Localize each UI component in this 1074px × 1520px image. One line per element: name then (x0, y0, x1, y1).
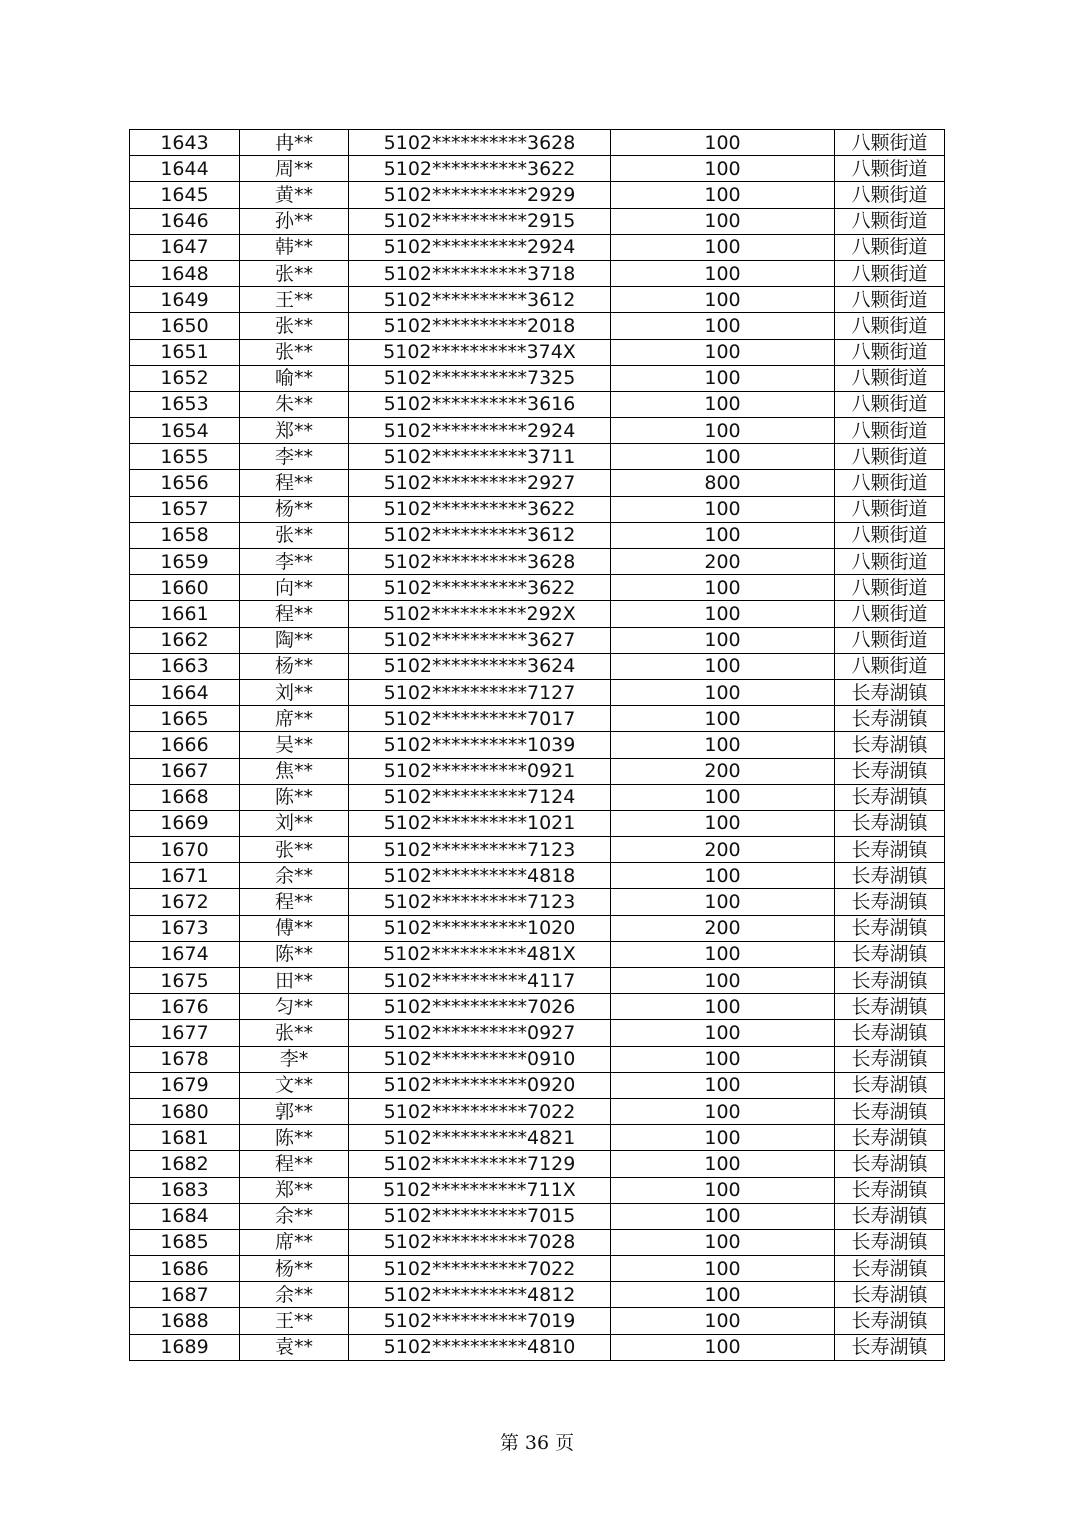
id-number-cell: 5102**********7015 (349, 1203, 611, 1229)
name-cell: 杨** (240, 496, 349, 522)
area-cell: 长寿湖镇 (835, 1177, 945, 1203)
amount-cell: 100 (611, 313, 835, 339)
area-cell: 长寿湖镇 (835, 1334, 945, 1360)
id-number-cell: 5102**********1021 (349, 810, 611, 836)
id-number-cell: 5102**********7123 (349, 837, 611, 863)
amount-cell: 100 (611, 601, 835, 627)
area-cell: 长寿湖镇 (835, 758, 945, 784)
amount-cell: 100 (611, 706, 835, 732)
table-row (130, 391, 945, 417)
serial-number-cell: 1675 (130, 968, 240, 994)
serial-number-cell: 1679 (130, 1072, 240, 1098)
name-cell: 张** (240, 339, 349, 365)
serial-number-cell: 1670 (130, 837, 240, 863)
amount-cell: 100 (611, 208, 835, 234)
serial-number-cell: 1648 (130, 260, 240, 286)
id-number-cell: 5102**********2929 (349, 182, 611, 208)
serial-number-cell: 1646 (130, 208, 240, 234)
serial-number-cell: 1682 (130, 1151, 240, 1177)
serial-number-cell: 1660 (130, 575, 240, 601)
name-cell: 傅** (240, 915, 349, 941)
table-row (130, 679, 945, 705)
name-cell: 袁** (240, 1334, 349, 1360)
serial-number-cell: 1672 (130, 889, 240, 915)
amount-cell: 100 (611, 130, 835, 156)
table-row (130, 627, 945, 653)
name-cell: 王** (240, 1308, 349, 1334)
area-cell: 八颗街道 (835, 444, 945, 470)
table-row (130, 706, 945, 732)
table-row (130, 915, 945, 941)
amount-cell: 100 (611, 889, 835, 915)
amount-cell: 200 (611, 758, 835, 784)
area-cell: 八颗街道 (835, 627, 945, 653)
name-cell: 余** (240, 1203, 349, 1229)
amount-cell: 800 (611, 470, 835, 496)
name-cell: 郭** (240, 1098, 349, 1124)
area-cell: 长寿湖镇 (835, 1072, 945, 1098)
area-cell: 八颗街道 (835, 339, 945, 365)
area-cell: 八颗街道 (835, 208, 945, 234)
table-row (130, 732, 945, 758)
amount-cell: 100 (611, 418, 835, 444)
amount-cell: 100 (611, 1125, 835, 1151)
table-row (130, 784, 945, 810)
table-row (130, 339, 945, 365)
table-row (130, 653, 945, 679)
id-number-cell: 5102**********374X (349, 339, 611, 365)
area-cell: 长寿湖镇 (835, 1046, 945, 1072)
name-cell: 席** (240, 706, 349, 732)
table-row (130, 575, 945, 601)
table-row (130, 994, 945, 1020)
serial-number-cell: 1684 (130, 1203, 240, 1229)
area-cell: 长寿湖镇 (835, 1020, 945, 1046)
table-row (130, 182, 945, 208)
table-row (130, 156, 945, 182)
id-number-cell: 5102**********711X (349, 1177, 611, 1203)
id-number-cell: 5102**********4818 (349, 863, 611, 889)
table-row (130, 968, 945, 994)
name-cell: 程** (240, 601, 349, 627)
name-cell: 程** (240, 470, 349, 496)
amount-cell: 100 (611, 1229, 835, 1255)
area-cell: 长寿湖镇 (835, 706, 945, 732)
id-number-cell: 5102**********3628 (349, 549, 611, 575)
amount-cell: 100 (611, 1282, 835, 1308)
id-number-cell: 5102**********3622 (349, 156, 611, 182)
id-number-cell: 5102**********3622 (349, 496, 611, 522)
serial-number-cell: 1658 (130, 522, 240, 548)
id-number-cell: 5102**********7127 (349, 679, 611, 705)
name-cell: 匀** (240, 994, 349, 1020)
id-number-cell: 5102**********4821 (349, 1125, 611, 1151)
table-row (130, 549, 945, 575)
serial-number-cell: 1645 (130, 182, 240, 208)
id-number-cell: 5102**********7028 (349, 1229, 611, 1255)
area-cell: 长寿湖镇 (835, 889, 945, 915)
table-row (130, 1098, 945, 1124)
area-cell: 长寿湖镇 (835, 837, 945, 863)
amount-cell: 100 (611, 1072, 835, 1098)
table-row (130, 1256, 945, 1282)
table-row (130, 1334, 945, 1360)
name-cell: 张** (240, 313, 349, 339)
id-number-cell: 5102**********1020 (349, 915, 611, 941)
serial-number-cell: 1668 (130, 784, 240, 810)
table-row (130, 260, 945, 286)
name-cell: 陶** (240, 627, 349, 653)
id-number-cell: 5102**********7026 (349, 994, 611, 1020)
id-number-cell: 5102**********3711 (349, 444, 611, 470)
amount-cell: 100 (611, 784, 835, 810)
name-cell: 余** (240, 863, 349, 889)
amount-cell: 100 (611, 863, 835, 889)
name-cell: 孙** (240, 208, 349, 234)
table-row (130, 444, 945, 470)
name-cell: 张** (240, 522, 349, 548)
area-cell: 八颗街道 (835, 522, 945, 548)
id-number-cell: 5102**********3718 (349, 260, 611, 286)
area-cell: 长寿湖镇 (835, 1151, 945, 1177)
serial-number-cell: 1656 (130, 470, 240, 496)
name-cell: 陈** (240, 1125, 349, 1151)
area-cell: 长寿湖镇 (835, 994, 945, 1020)
amount-cell: 100 (611, 496, 835, 522)
amount-cell: 100 (611, 941, 835, 967)
serial-number-cell: 1650 (130, 313, 240, 339)
amount-cell: 100 (611, 627, 835, 653)
amount-cell: 100 (611, 810, 835, 836)
area-cell: 八颗街道 (835, 418, 945, 444)
serial-number-cell: 1669 (130, 810, 240, 836)
name-cell: 吴** (240, 732, 349, 758)
table-row (130, 1308, 945, 1334)
area-cell: 长寿湖镇 (835, 1098, 945, 1124)
serial-number-cell: 1663 (130, 653, 240, 679)
name-cell: 程** (240, 889, 349, 915)
table-row (130, 1177, 945, 1203)
table-row (130, 287, 945, 313)
amount-cell: 100 (611, 679, 835, 705)
area-cell: 长寿湖镇 (835, 784, 945, 810)
table-row (130, 1282, 945, 1308)
name-cell: 喻** (240, 365, 349, 391)
table-row (130, 863, 945, 889)
name-cell: 程** (240, 1151, 349, 1177)
area-cell: 八颗街道 (835, 130, 945, 156)
name-cell: 余** (240, 1282, 349, 1308)
name-cell: 李** (240, 444, 349, 470)
table-row (130, 313, 945, 339)
amount-cell: 100 (611, 653, 835, 679)
id-number-cell: 5102**********0910 (349, 1046, 611, 1072)
amount-cell: 100 (611, 182, 835, 208)
table-row (130, 1203, 945, 1229)
area-cell: 长寿湖镇 (835, 863, 945, 889)
area-cell: 八颗街道 (835, 287, 945, 313)
amount-cell: 100 (611, 1020, 835, 1046)
id-number-cell: 5102**********0921 (349, 758, 611, 784)
name-cell: 张** (240, 260, 349, 286)
serial-number-cell: 1653 (130, 391, 240, 417)
id-number-cell: 5102**********7325 (349, 365, 611, 391)
area-cell: 八颗街道 (835, 470, 945, 496)
area-cell: 八颗街道 (835, 391, 945, 417)
serial-number-cell: 1676 (130, 994, 240, 1020)
amount-cell: 100 (611, 1203, 835, 1229)
name-cell: 郑** (240, 418, 349, 444)
serial-number-cell: 1689 (130, 1334, 240, 1360)
table-row (130, 889, 945, 915)
name-cell: 张** (240, 837, 349, 863)
amount-cell: 100 (611, 1151, 835, 1177)
table-row (130, 941, 945, 967)
name-cell: 杨** (240, 1256, 349, 1282)
serial-number-cell: 1665 (130, 706, 240, 732)
area-cell: 长寿湖镇 (835, 915, 945, 941)
id-number-cell: 5102**********3622 (349, 575, 611, 601)
name-cell: 陈** (240, 784, 349, 810)
id-number-cell: 5102**********0920 (349, 1072, 611, 1098)
serial-number-cell: 1655 (130, 444, 240, 470)
table-row (130, 208, 945, 234)
id-number-cell: 5102**********2915 (349, 208, 611, 234)
serial-number-cell: 1649 (130, 287, 240, 313)
amount-cell: 100 (611, 391, 835, 417)
id-number-cell: 5102**********1039 (349, 732, 611, 758)
serial-number-cell: 1664 (130, 679, 240, 705)
id-number-cell: 5102**********0927 (349, 1020, 611, 1046)
table-row (130, 601, 945, 627)
id-number-cell: 5102**********3628 (349, 130, 611, 156)
id-number-cell: 5102**********7123 (349, 889, 611, 915)
serial-number-cell: 1671 (130, 863, 240, 889)
id-number-cell: 5102**********7019 (349, 1308, 611, 1334)
area-cell: 长寿湖镇 (835, 941, 945, 967)
name-cell: 向** (240, 575, 349, 601)
serial-number-cell: 1644 (130, 156, 240, 182)
table-row (130, 234, 945, 260)
id-number-cell: 5102**********3612 (349, 522, 611, 548)
amount-cell: 200 (611, 837, 835, 863)
table-row (130, 1072, 945, 1098)
id-number-cell: 5102**********7022 (349, 1256, 611, 1282)
area-cell: 长寿湖镇 (835, 732, 945, 758)
serial-number-cell: 1651 (130, 339, 240, 365)
table-row (130, 810, 945, 836)
serial-number-cell: 1673 (130, 915, 240, 941)
table-row (130, 1229, 945, 1255)
area-cell: 八颗街道 (835, 601, 945, 627)
roster-body (130, 130, 945, 1361)
area-cell: 长寿湖镇 (835, 968, 945, 994)
table-row (130, 1046, 945, 1072)
amount-cell: 100 (611, 1308, 835, 1334)
serial-number-cell: 1652 (130, 365, 240, 391)
id-number-cell: 5102**********4810 (349, 1334, 611, 1360)
area-cell: 八颗街道 (835, 549, 945, 575)
name-cell: 冉** (240, 130, 349, 156)
id-number-cell: 5102**********2927 (349, 470, 611, 496)
table-row (130, 1151, 945, 1177)
name-cell: 张** (240, 1020, 349, 1046)
amount-cell: 100 (611, 234, 835, 260)
amount-cell: 100 (611, 156, 835, 182)
amount-cell: 100 (611, 1046, 835, 1072)
amount-cell: 100 (611, 1334, 835, 1360)
table-row (130, 496, 945, 522)
id-number-cell: 5102**********3624 (349, 653, 611, 679)
name-cell: 李** (240, 549, 349, 575)
id-number-cell: 5102**********3616 (349, 391, 611, 417)
id-number-cell: 5102**********7124 (349, 784, 611, 810)
area-cell: 长寿湖镇 (835, 1282, 945, 1308)
table-row (130, 837, 945, 863)
serial-number-cell: 1677 (130, 1020, 240, 1046)
amount-cell: 100 (611, 444, 835, 470)
id-number-cell: 5102**********4117 (349, 968, 611, 994)
serial-number-cell: 1647 (130, 234, 240, 260)
name-cell: 李* (240, 1046, 349, 1072)
area-cell: 八颗街道 (835, 496, 945, 522)
amount-cell: 100 (611, 994, 835, 1020)
serial-number-cell: 1687 (130, 1282, 240, 1308)
table-row (130, 418, 945, 444)
table-row (130, 130, 945, 156)
amount-cell: 100 (611, 1256, 835, 1282)
name-cell: 郑** (240, 1177, 349, 1203)
id-number-cell: 5102**********3627 (349, 627, 611, 653)
name-cell: 刘** (240, 810, 349, 836)
amount-cell: 100 (611, 522, 835, 548)
serial-number-cell: 1654 (130, 418, 240, 444)
area-cell: 长寿湖镇 (835, 1256, 945, 1282)
serial-number-cell: 1667 (130, 758, 240, 784)
name-cell: 周** (240, 156, 349, 182)
name-cell: 朱** (240, 391, 349, 417)
serial-number-cell: 1661 (130, 601, 240, 627)
amount-cell: 100 (611, 968, 835, 994)
id-number-cell: 5102**********4812 (349, 1282, 611, 1308)
area-cell: 八颗街道 (835, 365, 945, 391)
serial-number-cell: 1678 (130, 1046, 240, 1072)
amount-cell: 100 (611, 287, 835, 313)
name-cell: 刘** (240, 679, 349, 705)
name-cell: 田** (240, 968, 349, 994)
amount-cell: 100 (611, 732, 835, 758)
id-number-cell: 5102**********7017 (349, 706, 611, 732)
id-number-cell: 5102**********292X (349, 601, 611, 627)
serial-number-cell: 1674 (130, 941, 240, 967)
area-cell: 八颗街道 (835, 575, 945, 601)
table-row (130, 1125, 945, 1151)
area-cell: 长寿湖镇 (835, 1203, 945, 1229)
area-cell: 八颗街道 (835, 653, 945, 679)
amount-cell: 100 (611, 1098, 835, 1124)
id-number-cell: 5102**********2924 (349, 234, 611, 260)
serial-number-cell: 1680 (130, 1098, 240, 1124)
area-cell: 长寿湖镇 (835, 679, 945, 705)
serial-number-cell: 1683 (130, 1177, 240, 1203)
serial-number-cell: 1662 (130, 627, 240, 653)
table-row (130, 365, 945, 391)
subsidy-roster-table (129, 129, 945, 1361)
serial-number-cell: 1666 (130, 732, 240, 758)
name-cell: 黄** (240, 182, 349, 208)
id-number-cell: 5102**********481X (349, 941, 611, 967)
page-number: 第 36 页 (499, 1432, 575, 1454)
amount-cell: 100 (611, 260, 835, 286)
name-cell: 陈** (240, 941, 349, 967)
name-cell: 焦** (240, 758, 349, 784)
table-row (130, 522, 945, 548)
name-cell: 王** (240, 287, 349, 313)
area-cell: 八颗街道 (835, 156, 945, 182)
area-cell: 八颗街道 (835, 234, 945, 260)
area-cell: 长寿湖镇 (835, 1229, 945, 1255)
area-cell: 八颗街道 (835, 313, 945, 339)
area-cell: 长寿湖镇 (835, 1125, 945, 1151)
serial-number-cell: 1657 (130, 496, 240, 522)
table-row (130, 1020, 945, 1046)
table-row (130, 470, 945, 496)
area-cell: 长寿湖镇 (835, 1308, 945, 1334)
serial-number-cell: 1686 (130, 1256, 240, 1282)
amount-cell: 100 (611, 339, 835, 365)
serial-number-cell: 1688 (130, 1308, 240, 1334)
serial-number-cell: 1685 (130, 1229, 240, 1255)
area-cell: 八颗街道 (835, 182, 945, 208)
id-number-cell: 5102**********7129 (349, 1151, 611, 1177)
area-cell: 长寿湖镇 (835, 810, 945, 836)
id-number-cell: 5102**********2924 (349, 418, 611, 444)
amount-cell: 100 (611, 1177, 835, 1203)
serial-number-cell: 1681 (130, 1125, 240, 1151)
id-number-cell: 5102**********3612 (349, 287, 611, 313)
amount-cell: 100 (611, 575, 835, 601)
id-number-cell: 5102**********2018 (349, 313, 611, 339)
name-cell: 文** (240, 1072, 349, 1098)
serial-number-cell: 1659 (130, 549, 240, 575)
name-cell: 韩** (240, 234, 349, 260)
amount-cell: 200 (611, 915, 835, 941)
table-row (130, 758, 945, 784)
amount-cell: 200 (611, 549, 835, 575)
area-cell: 八颗街道 (835, 260, 945, 286)
amount-cell: 100 (611, 365, 835, 391)
id-number-cell: 5102**********7022 (349, 1098, 611, 1124)
name-cell: 杨** (240, 653, 349, 679)
serial-number-cell: 1643 (130, 130, 240, 156)
name-cell: 席** (240, 1229, 349, 1255)
